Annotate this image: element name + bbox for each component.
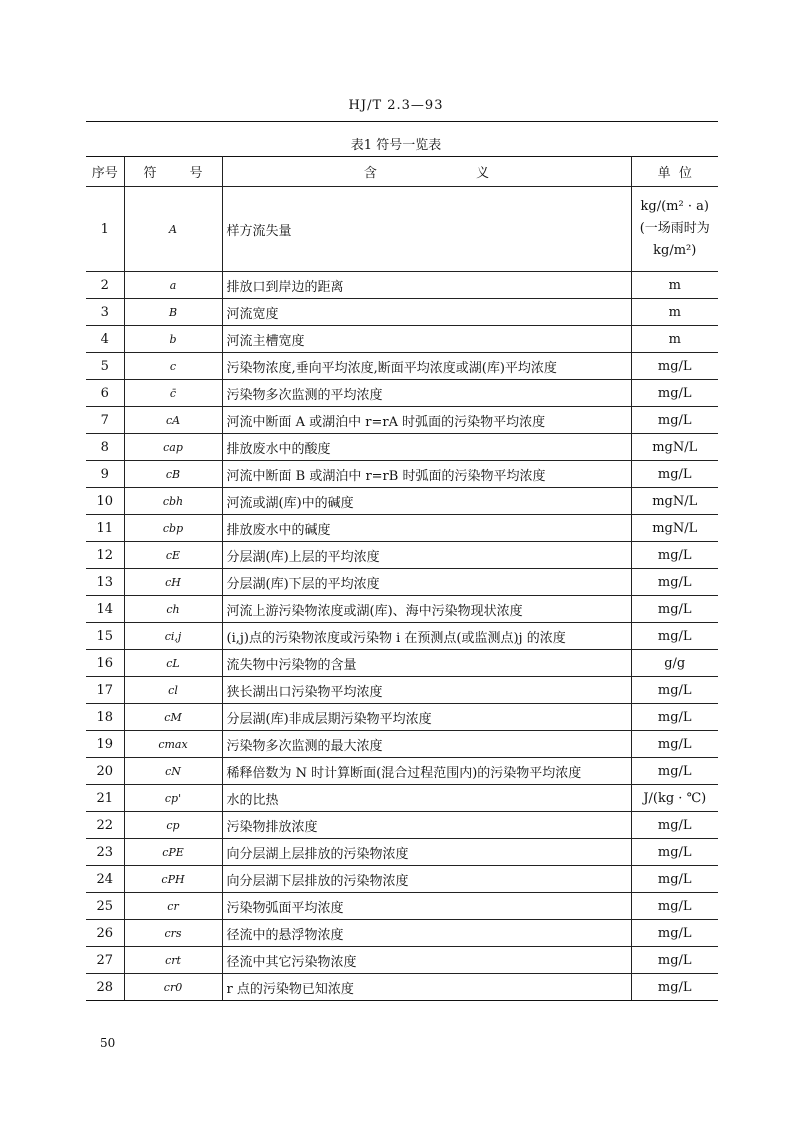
row-meaning: 流失物中污染物的含量 <box>222 650 631 677</box>
row-unit: mg/L <box>631 461 718 488</box>
row-symbol: ch <box>124 596 222 623</box>
table-row <box>86 434 718 461</box>
row-symbol: cap <box>124 434 222 461</box>
row-number: 13 <box>86 569 124 596</box>
row-meaning: 河流中断面 B 或湖泊中 r=rB 时弧面的污染物平均浓度 <box>222 461 631 488</box>
row-number: 19 <box>86 731 124 758</box>
row-unit: mg/L <box>631 542 718 569</box>
table-body <box>86 187 718 1001</box>
table-row <box>86 596 718 623</box>
row-unit: mg/L <box>631 731 718 758</box>
row-symbol: cH <box>124 569 222 596</box>
table-row <box>86 812 718 839</box>
page-number: 50 <box>100 1036 116 1050</box>
row-unit: mg/L <box>631 947 718 974</box>
row-meaning: 向分层湖上层排放的污染物浓度 <box>222 839 631 866</box>
row-number: 21 <box>86 785 124 812</box>
row-meaning: 分层湖(库)上层的平均浓度 <box>222 542 631 569</box>
table-caption: 表1 符号一览表 <box>350 138 442 153</box>
row-symbol: cl <box>124 677 222 704</box>
row-unit: mg/L <box>631 407 718 434</box>
table-row <box>86 187 718 272</box>
row-number: 24 <box>86 866 124 893</box>
row-unit: mgN/L <box>631 515 718 542</box>
row-meaning: 径流中其它污染物浓度 <box>222 947 631 974</box>
col-header-meaning: 含 义 <box>222 157 631 187</box>
table-header-row <box>86 157 718 187</box>
header-rule <box>86 121 718 122</box>
row-unit: g/g <box>631 650 718 677</box>
row-symbol: c <box>124 353 222 380</box>
row-unit: mg/L <box>631 839 718 866</box>
row-meaning: 稀释倍数为 N 时计算断面(混合过程范围内)的污染物平均浓度 <box>222 758 631 785</box>
row-number: 4 <box>86 326 124 353</box>
table-row <box>86 839 718 866</box>
row-symbol: cp' <box>124 785 222 812</box>
table-row <box>86 947 718 974</box>
row-symbol: cN <box>124 758 222 785</box>
col-header-symbol: 符 号 <box>124 157 222 187</box>
row-unit: mg/L <box>631 677 718 704</box>
table-row <box>86 731 718 758</box>
row-unit: mgN/L <box>631 488 718 515</box>
row-number: 14 <box>86 596 124 623</box>
row-unit: kg/(m² · a) (一场雨时为 kg/m²) <box>631 187 718 272</box>
row-meaning: 水的比热 <box>222 785 631 812</box>
row-meaning: 河流上游污染物浓度或湖(库)、海中污染物现状浓度 <box>222 596 631 623</box>
table-row <box>86 920 718 947</box>
row-meaning: 污染物排放浓度 <box>222 812 631 839</box>
table-row <box>86 650 718 677</box>
row-symbol: cPH <box>124 866 222 893</box>
row-symbol: crt <box>124 947 222 974</box>
row-unit: mg/L <box>631 704 718 731</box>
row-number: 15 <box>86 623 124 650</box>
row-symbol: c̄ <box>124 380 222 407</box>
row-meaning: 污染物多次监测的平均浓度 <box>222 380 631 407</box>
symbol-table <box>86 156 718 1001</box>
row-number: 8 <box>86 434 124 461</box>
row-symbol: cr <box>124 893 222 920</box>
table-row <box>86 488 718 515</box>
row-number: 10 <box>86 488 124 515</box>
row-symbol: a <box>124 272 222 299</box>
row-number: 28 <box>86 974 124 1001</box>
row-symbol: A <box>124 187 222 272</box>
row-meaning: 径流中的悬浮物浓度 <box>222 920 631 947</box>
row-number: 23 <box>86 839 124 866</box>
row-meaning: 排放废水中的酸度 <box>222 434 631 461</box>
row-number: 25 <box>86 893 124 920</box>
table-row <box>86 569 718 596</box>
row-meaning: 河流或湖(库)中的碱度 <box>222 488 631 515</box>
row-unit: mg/L <box>631 380 718 407</box>
row-symbol: cB <box>124 461 222 488</box>
row-symbol: cA <box>124 407 222 434</box>
row-unit: mg/L <box>631 569 718 596</box>
row-symbol: cr0 <box>124 974 222 1001</box>
row-unit: mgN/L <box>631 434 718 461</box>
row-symbol: ci,j <box>124 623 222 650</box>
table-row <box>86 785 718 812</box>
row-symbol: B <box>124 299 222 326</box>
row-unit: mg/L <box>631 623 718 650</box>
table-row <box>86 974 718 1001</box>
row-number: 22 <box>86 812 124 839</box>
row-symbol: cM <box>124 704 222 731</box>
row-meaning: 污染物多次监测的最大浓度 <box>222 731 631 758</box>
row-unit: mg/L <box>631 596 718 623</box>
table-row <box>86 326 718 353</box>
table-row <box>86 677 718 704</box>
row-number: 26 <box>86 920 124 947</box>
row-number: 3 <box>86 299 124 326</box>
row-number: 17 <box>86 677 124 704</box>
row-meaning: 排放口到岸边的距离 <box>222 272 631 299</box>
table-row <box>86 704 718 731</box>
col-header-unit: 单 位 <box>631 157 718 187</box>
row-meaning: 河流中断面 A 或湖泊中 r=rA 时弧面的污染物平均浓度 <box>222 407 631 434</box>
col-header-no: 序号 <box>86 157 124 187</box>
row-symbol: cPE <box>124 839 222 866</box>
row-unit: mg/L <box>631 920 718 947</box>
table-row <box>86 461 718 488</box>
row-meaning: 污染物弧面平均浓度 <box>222 893 631 920</box>
row-meaning: 河流主槽宽度 <box>222 326 631 353</box>
table-row <box>86 272 718 299</box>
row-unit: m <box>631 299 718 326</box>
row-number: 20 <box>86 758 124 785</box>
table-row <box>86 542 718 569</box>
row-number: 27 <box>86 947 124 974</box>
row-number: 1 <box>86 187 124 272</box>
row-meaning: 向分层湖下层排放的污染物浓度 <box>222 866 631 893</box>
row-meaning: 样方流失量 <box>222 187 631 272</box>
row-meaning: r 点的污染物已知浓度 <box>222 974 631 1001</box>
row-symbol: cL <box>124 650 222 677</box>
row-meaning: 分层湖(库)下层的平均浓度 <box>222 569 631 596</box>
row-unit: mg/L <box>631 758 718 785</box>
row-symbol: b <box>124 326 222 353</box>
row-meaning: 河流宽度 <box>222 299 631 326</box>
standard-code: HJ/T 2.3—93 <box>348 98 444 113</box>
row-number: 16 <box>86 650 124 677</box>
row-unit: m <box>631 326 718 353</box>
row-number: 5 <box>86 353 124 380</box>
row-meaning: 污染物浓度,垂向平均浓度,断面平均浓度或湖(库)平均浓度 <box>222 353 631 380</box>
table-row <box>86 407 718 434</box>
table-row <box>86 623 718 650</box>
row-symbol: cbh <box>124 488 222 515</box>
row-number: 9 <box>86 461 124 488</box>
table-row <box>86 299 718 326</box>
row-meaning: 分层湖(库)非成层期污染物平均浓度 <box>222 704 631 731</box>
row-meaning: 狭长湖出口污染物平均浓度 <box>222 677 631 704</box>
row-number: 7 <box>86 407 124 434</box>
table-row <box>86 353 718 380</box>
row-meaning: (i,j)点的污染物浓度或污染物 i 在预测点(或监测点)j 的浓度 <box>222 623 631 650</box>
row-symbol: crs <box>124 920 222 947</box>
row-symbol: cbp <box>124 515 222 542</box>
row-number: 11 <box>86 515 124 542</box>
table-row <box>86 515 718 542</box>
row-unit: mg/L <box>631 353 718 380</box>
row-meaning: 排放废水中的碱度 <box>222 515 631 542</box>
row-unit: mg/L <box>631 974 718 1001</box>
row-number: 12 <box>86 542 124 569</box>
row-symbol: cmax <box>124 731 222 758</box>
table-row <box>86 380 718 407</box>
table-row <box>86 893 718 920</box>
table-row <box>86 866 718 893</box>
row-unit: mg/L <box>631 866 718 893</box>
row-unit: mg/L <box>631 812 718 839</box>
row-symbol: cp <box>124 812 222 839</box>
row-number: 6 <box>86 380 124 407</box>
row-symbol: cE <box>124 542 222 569</box>
row-number: 18 <box>86 704 124 731</box>
table-row <box>86 758 718 785</box>
row-unit: mg/L <box>631 893 718 920</box>
row-number: 2 <box>86 272 124 299</box>
row-unit: m <box>631 272 718 299</box>
row-unit: J/(kg · ℃) <box>631 785 718 812</box>
